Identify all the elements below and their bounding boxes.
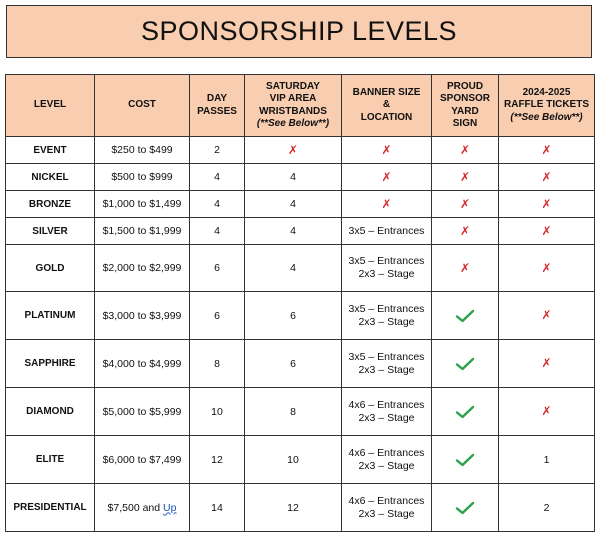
banner-line: 4x6 – Entrances [348,446,425,459]
day-passes-cell [190,191,245,218]
raffle-tickets-cell [499,292,595,340]
cost-cell [95,484,190,532]
yard-sign-cell [432,218,499,245]
banner-line: 3x5 – Entrances [348,302,425,315]
header-line: PASSES [197,105,237,117]
header-line: SIGN [452,118,478,129]
table-row [6,191,595,218]
header-line: PROUD [446,80,484,92]
column-header [499,75,595,137]
banner-line: 3x5 – Entrances [348,255,425,267]
column-header [432,75,499,137]
x-mark-icon: ✗ [287,142,299,157]
cell-value: 10 [287,453,299,466]
banner-line: 3x5 – Entrances [348,350,425,363]
banner-line: 2x3 – Stage [358,315,415,328]
cost-value: $1,500 to $1,999 [102,225,182,237]
x-mark-icon: ✗ [459,196,471,211]
header-line: & [382,99,391,111]
cost-cell [95,340,190,388]
table-row [6,137,595,164]
vip-wristbands-cell [245,292,342,340]
x-mark-icon: ✗ [381,169,392,184]
yard-sign-cell [432,292,499,340]
header-row [6,75,595,137]
banner-cell [342,340,432,388]
check-mark-icon [455,453,475,465]
x-mark-icon: ✗ [459,223,471,238]
raffle-tickets-cell [499,340,595,388]
yard-sign-cell [432,245,499,292]
raffle-tickets-cell [499,245,595,292]
banner-cell [342,388,432,436]
level-name: GOLD [35,262,65,274]
level-name: EVENT [33,144,67,156]
header-line: VIP AREA [269,93,317,104]
cell-value: 6 [290,357,296,370]
day-passes-cell [190,245,245,292]
check-mark-icon [455,501,475,513]
banner-cell [342,191,432,218]
level-name: PLATINUM [24,310,76,321]
table-row [6,218,595,245]
cell-value: 6 [214,262,220,274]
level-name: SAPPHIRE [24,358,76,369]
cost-cell [95,245,190,292]
title-banner [6,5,592,58]
x-mark-icon: ✗ [541,196,552,211]
cost-value: $1,000 to $1,499 [102,198,182,210]
level-cell [6,484,95,532]
vip-wristbands-cell [245,484,342,532]
cost-value: $7,500 and [107,501,164,514]
cost-cell [95,218,190,245]
table-row [6,436,595,484]
cell-value: 4 [290,225,296,237]
yard-sign-cell [432,484,499,532]
banner-cell [342,245,432,292]
table-row [6,388,595,436]
level-name: DIAMOND [26,406,74,417]
cell-value: 2 [543,501,550,514]
level-cell [6,292,95,340]
table-row [6,484,595,532]
cost-value: $500 to $999 [111,171,173,183]
vip-wristbands-cell [245,245,342,292]
cell-value: 6 [290,309,296,322]
header-note: (**See Below**) [256,118,330,129]
cost-cell [95,164,190,191]
x-mark-icon: ✗ [541,169,552,184]
x-mark-icon: ✗ [541,356,552,370]
cell-value: 4 [290,198,296,210]
day-passes-cell [190,484,245,532]
x-mark-icon: ✗ [541,308,552,322]
vip-wristbands-cell [245,436,342,484]
vip-wristbands-cell [245,137,342,164]
x-mark-icon: ✗ [541,404,552,418]
cell-value: 10 [211,405,223,418]
level-cell [6,137,95,164]
day-passes-cell [190,388,245,436]
yard-sign-cell [432,388,499,436]
x-mark-icon: ✗ [381,196,392,211]
x-mark-icon: ✗ [541,223,552,238]
yard-sign-cell [432,137,499,164]
day-passes-cell [190,137,245,164]
cell-value: 4 [290,262,296,274]
x-mark-icon: ✗ [459,169,471,184]
cost-value: $6,000 to $7,499 [102,453,182,466]
header-line: DAY [206,93,228,104]
level-cell [6,245,95,292]
x-mark-icon: ✗ [459,142,471,157]
cost-value: $4,000 to $4,999 [102,357,182,370]
vip-wristbands-cell [245,164,342,191]
header-line: COST [128,99,156,111]
banner-line: 2x3 – Stage [358,363,415,376]
raffle-tickets-cell [499,388,595,436]
vip-wristbands-cell [245,388,342,436]
raffle-tickets-cell [499,191,595,218]
yard-sign-cell [432,340,499,388]
header-note: (**See Below**) [510,111,583,123]
cell-value: 4 [290,171,296,183]
column-header [245,75,342,137]
header-line: SATURDAY [266,80,320,92]
level-cell [6,218,95,245]
column-header [6,75,95,137]
raffle-tickets-cell [499,218,595,245]
raffle-tickets-cell [499,137,595,164]
banner-cell [342,484,432,532]
column-header [190,75,245,137]
banner-line: 3x5 – Entrances [348,224,425,237]
day-passes-cell [190,340,245,388]
cell-value: 4 [214,225,220,237]
banner-line: 2x3 – Stage [358,507,415,520]
header-line: YARD [451,105,479,117]
header-line: LEVEL [33,99,67,111]
sponsorship-table [5,74,595,532]
day-passes-cell [190,436,245,484]
column-header [95,75,190,137]
check-mark-icon [455,309,475,321]
raffle-tickets-cell [499,484,595,532]
cost-value: $3,000 to $3,999 [102,309,182,322]
page-title: SPONSORSHIP LEVELS [140,16,458,46]
day-passes-cell [190,164,245,191]
level-name: NICKEL [31,171,69,183]
level-cell [6,436,95,484]
level-cell [6,340,95,388]
banner-cell [342,137,432,164]
cell-value: 12 [211,453,223,466]
cell-value: 8 [214,357,220,370]
level-name: PRESIDENTIAL [13,502,87,513]
table-row [6,164,595,191]
x-mark-icon: ✗ [381,142,392,157]
cell-value: 1 [543,453,550,466]
cost-cell [95,436,190,484]
cell-value: 14 [211,501,223,514]
banner-cell [342,164,432,191]
table-row [6,292,595,340]
x-mark-icon: ✗ [541,260,552,275]
cost-cell [95,137,190,164]
day-passes-cell [190,218,245,245]
cell-value: 6 [214,309,220,322]
banner-line: 4x6 – Entrances [348,398,425,411]
table-body [6,137,595,532]
vip-wristbands-cell [245,191,342,218]
raffle-tickets-cell [499,436,595,484]
header-line: SPONSOR [439,93,490,104]
header-line: LOCATION [360,111,413,123]
raffle-tickets-cell [499,164,595,191]
vip-wristbands-cell [245,218,342,245]
cost-value: $5,000 to $5,999 [102,405,182,418]
banner-line: 4x6 – Entrances [348,494,425,507]
header-line: BANNER SIZE [352,86,421,98]
cost-cell [95,191,190,218]
cost-cell [95,388,190,436]
level-cell [6,164,95,191]
day-passes-cell [190,292,245,340]
cell-value: 4 [214,171,220,183]
yard-sign-cell [432,191,499,218]
check-mark-icon [455,405,475,417]
cell-value: 2 [214,144,220,156]
yard-sign-cell [432,164,499,191]
cell-value: 12 [287,501,299,514]
banner-line: 2x3 – Stage [358,411,415,424]
cost-up-text: Up [163,501,177,514]
cost-cell [95,292,190,340]
cost-value: $2,000 to $2,999 [102,262,182,274]
banner-line: 2x3 – Stage [358,268,415,280]
banner-cell [342,292,432,340]
level-name: SILVER [32,225,68,237]
cell-value: 4 [214,198,220,210]
check-mark-icon [455,357,475,369]
level-name: BRONZE [28,198,72,210]
cell-value: 8 [290,405,296,418]
column-header [342,75,432,137]
level-cell [6,191,95,218]
header-line: WRISTBANDS [259,105,327,117]
cost-value: $250 to $499 [111,144,173,156]
table-row [6,340,595,388]
level-cell [6,388,95,436]
level-name: ELITE [35,454,65,465]
banner-line: 2x3 – Stage [358,459,415,472]
banner-cell [342,436,432,484]
x-mark-icon: ✗ [541,142,552,157]
yard-sign-cell [432,436,499,484]
banner-cell [342,218,432,245]
x-mark-icon: ✗ [459,260,471,275]
header-line: 2024-2025 [522,86,571,98]
vip-wristbands-cell [245,340,342,388]
header-line: RAFFLE TICKETS [504,99,589,111]
table-row [6,245,595,292]
